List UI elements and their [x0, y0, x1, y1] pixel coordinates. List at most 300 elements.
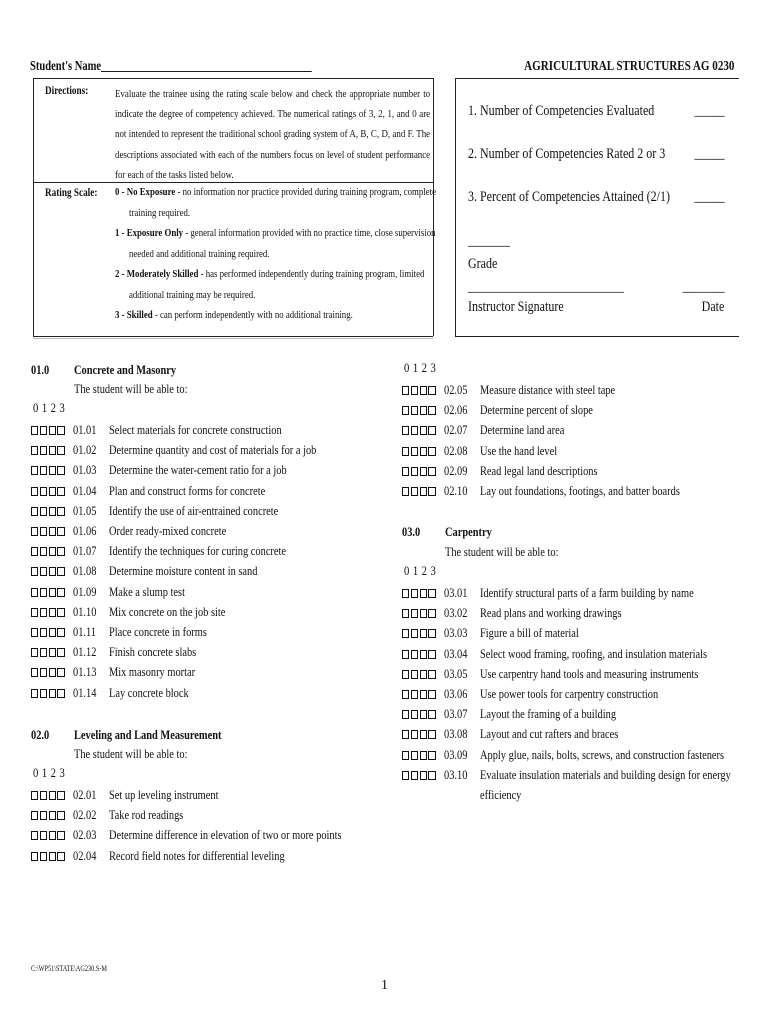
rating-checkbox-3[interactable] [428, 426, 435, 435]
rating-checkboxes [402, 467, 436, 476]
grade-label: Grade [468, 256, 498, 272]
rating-checkbox-0[interactable] [402, 406, 409, 415]
signature-label: Instructor Signature [468, 299, 564, 315]
competency-description: Determine percent of slope [480, 402, 593, 418]
competency-description: Identify the techniques for curing concrete [109, 543, 287, 559]
competency-code: 03.08 [444, 726, 468, 742]
rating-checkbox-3[interactable] [428, 670, 435, 679]
rating-checkboxes [402, 406, 436, 415]
competency-description: Figure a bill of material [480, 625, 579, 641]
rating-checkbox-1[interactable] [411, 629, 418, 638]
competency-code: 03.07 [444, 706, 468, 722]
rating-checkbox-2[interactable] [49, 648, 56, 657]
rating-checkbox-3[interactable] [428, 406, 435, 415]
rating-checkbox-0[interactable] [31, 466, 38, 475]
rating-checkbox-0[interactable] [402, 629, 409, 638]
rating-checkbox-1[interactable] [40, 527, 47, 536]
rating-checkbox-2[interactable] [420, 589, 427, 598]
competency-description: Mix masonry mortar [109, 664, 196, 680]
competency-description: Read plans and working drawings [480, 605, 622, 621]
rating-checkboxes [402, 710, 436, 719]
competency-description: Select materials for concrete construction [109, 422, 282, 437]
rating-3: 3 - Skilled - can perform independently with no additional training. [115, 309, 353, 321]
rating-checkbox-3[interactable] [428, 690, 435, 699]
competency-code: 01.14 [73, 684, 97, 700]
competency-description: Record field notes for differential leveling [109, 847, 285, 863]
rating-checkbox-3[interactable] [428, 730, 435, 739]
rating-checkboxes [31, 811, 65, 820]
rating-checkbox-3[interactable] [57, 791, 64, 800]
competency-code: 02.10 [444, 483, 468, 498]
rating-checkbox-2[interactable] [420, 487, 427, 496]
rating-checkboxes [31, 648, 65, 657]
rating-checkbox-3[interactable] [57, 648, 64, 657]
rating-checkbox-1[interactable] [40, 608, 47, 617]
rating-checkbox-1[interactable] [411, 710, 418, 719]
rating-checkbox-3[interactable] [57, 831, 64, 840]
rating-checkbox-2[interactable] [49, 791, 56, 800]
rating-checkbox-1[interactable] [411, 426, 418, 435]
rating-checkbox-3[interactable] [428, 650, 435, 659]
competency-description: Select wood framing, roofing, and insulation materials [480, 645, 708, 661]
rating-checkbox-1[interactable] [411, 751, 418, 760]
footer-file-path: C:\WP51\STATE\AG230.S-M [31, 964, 107, 973]
course-title: AGRICULTURAL STRUCTURES AG 0230 [523, 58, 734, 73]
competency-row [31, 664, 411, 684]
rating-checkboxes [402, 426, 436, 435]
date-field-line[interactable]: _______ [682, 279, 724, 295]
rating-checkbox-3[interactable] [57, 608, 64, 617]
competency-description: Take rod readings [109, 807, 184, 823]
rating-checkbox-1[interactable] [40, 689, 47, 698]
competency-description: Use the hand level [480, 442, 558, 458]
rating-checkbox-1[interactable] [40, 811, 47, 820]
rating-checkbox-0[interactable] [31, 608, 38, 617]
rating-checkbox-1[interactable] [40, 628, 47, 637]
rating-checkbox-1[interactable] [411, 589, 418, 598]
competency-code: 03.05 [444, 665, 468, 681]
page-number: 1 [381, 978, 388, 993]
summary-item-2: 2. Number of Competencies Rated 2 or 3 [468, 146, 666, 162]
rating-checkbox-1[interactable] [411, 690, 418, 699]
section-02-scale-header: 0 1 2 3 [33, 766, 66, 780]
rating-checkbox-2[interactable] [420, 386, 427, 395]
rating-checkbox-3[interactable] [428, 589, 435, 598]
competency-code: 01.04 [73, 482, 97, 498]
rating-checkbox-1[interactable] [40, 831, 47, 840]
rating-checkbox-3[interactable] [57, 507, 64, 516]
rating-checkbox-3[interactable] [428, 467, 435, 476]
rating-checkboxes [31, 487, 65, 496]
competency-code: 02.02 [73, 807, 97, 823]
rating-checkbox-3[interactable] [57, 852, 64, 861]
section-02-intro: The student will be able to: [74, 746, 188, 761]
rating-checkbox-0[interactable] [31, 811, 38, 820]
rating-checkboxes [402, 629, 436, 638]
directions-box-top-rule [33, 78, 433, 79]
section-number: 02.0 [31, 727, 50, 742]
section-01-scale-header: 0 1 2 3 [33, 401, 66, 415]
competency-code: 01.07 [73, 543, 97, 559]
rating-checkbox-0[interactable] [402, 751, 409, 760]
rating-checkbox-3[interactable] [428, 386, 435, 395]
competency-description: Identify structural parts of a farm building by name [480, 585, 694, 600]
rating-checkbox-0[interactable] [402, 690, 409, 699]
rating-checkbox-0[interactable] [31, 831, 38, 840]
rating-checkboxes [402, 751, 436, 760]
rating-checkbox-0[interactable] [402, 447, 409, 456]
competency-row [31, 624, 411, 644]
competency-description: Set up leveling instrument [109, 787, 219, 802]
competency-description: Plan and construct forms for concrete [109, 482, 266, 498]
competency-code: 03.01 [444, 585, 468, 600]
competency-description: Determine moisture content in sand [109, 563, 258, 579]
rating-checkbox-3[interactable] [428, 629, 435, 638]
rating-checkbox-2[interactable] [49, 811, 56, 820]
rating-checkbox-3[interactable] [57, 466, 64, 475]
section-02-cont-scale-header: 0 1 2 3 [404, 361, 437, 375]
competency-description: Identify the use of air-entrained concrete [109, 502, 279, 518]
rating-checkbox-3[interactable] [57, 567, 64, 576]
competency-code: 01.11 [73, 624, 97, 639]
directions-box-shadow-rule [33, 338, 433, 339]
rating-checkbox-0[interactable] [31, 588, 38, 597]
rating-checkboxes [31, 852, 65, 861]
rating-checkbox-2[interactable] [420, 609, 427, 618]
rating-checkbox-1[interactable] [40, 791, 47, 800]
rating-checkbox-0[interactable] [31, 668, 38, 677]
rating-checkbox-3[interactable] [57, 487, 64, 496]
competency-description: Finish concrete slabs [109, 644, 197, 660]
rating-checkbox-0[interactable] [402, 670, 409, 679]
rating-checkbox-1[interactable] [411, 609, 418, 618]
rating-checkbox-1[interactable] [40, 648, 47, 657]
rating-checkbox-0[interactable] [31, 567, 38, 576]
competency-row [31, 543, 411, 563]
rating-checkbox-3[interactable] [57, 668, 64, 677]
rating-checkbox-1[interactable] [40, 547, 47, 556]
rating-checkbox-3[interactable] [57, 689, 64, 698]
rating-checkboxes [402, 670, 436, 679]
competency-row [402, 747, 762, 767]
rating-checkbox-3[interactable] [57, 446, 64, 455]
rating-checkbox-3[interactable] [428, 487, 435, 496]
rating-0-cont: training required. [129, 207, 191, 219]
rating-checkbox-2[interactable] [49, 689, 56, 698]
section-03-scale-header: 0 1 2 3 [404, 564, 437, 578]
rating-checkbox-1[interactable] [411, 650, 418, 659]
rating-checkbox-3[interactable] [57, 628, 64, 637]
rating-checkbox-3[interactable] [57, 547, 64, 556]
rating-checkbox-1[interactable] [411, 386, 418, 395]
rating-checkbox-2[interactable] [420, 751, 427, 760]
rating-checkboxes [402, 386, 436, 395]
rating-checkboxes [402, 771, 436, 780]
competency-row [31, 584, 411, 604]
rating-checkbox-0[interactable] [31, 527, 38, 536]
signature-field-line[interactable]: __________________________ [468, 279, 624, 295]
rating-checkbox-2[interactable] [49, 567, 56, 576]
rating-checkboxes [31, 791, 65, 800]
rating-checkbox-0[interactable] [402, 467, 409, 476]
competency-row [402, 646, 762, 666]
rating-checkbox-1[interactable] [411, 771, 418, 780]
rating-checkbox-1[interactable] [40, 668, 47, 677]
rating-checkbox-2[interactable] [420, 730, 427, 739]
competency-description: Read legal land descriptions [480, 462, 598, 478]
competency-description: Determine difference in elevation of two or more points [109, 827, 342, 843]
summary-item-3: 3. Percent of Competencies Attained (2/1) [468, 189, 670, 205]
competency-description: Use power tools for carpentry construction [480, 686, 659, 701]
competency-code: 01.01 [73, 422, 97, 437]
rating-checkbox-2[interactable] [49, 628, 56, 637]
rating-checkboxes [31, 547, 65, 556]
rating-checkbox-3[interactable] [57, 527, 64, 536]
rating-checkboxes [31, 588, 65, 597]
competency-description: Layout the framing of a building [480, 706, 617, 722]
rating-checkbox-2[interactable] [49, 446, 56, 455]
rating-1-cont: needed and additional training required. [129, 248, 270, 260]
competency-description: Make a slump test [109, 583, 185, 599]
rating-checkbox-2[interactable] [420, 406, 427, 415]
rating-checkboxes [402, 487, 436, 496]
student-name-label: Student's Name________________________________________ [30, 58, 312, 73]
rating-checkbox-0[interactable] [31, 507, 38, 516]
competency-code: 02.06 [444, 402, 468, 418]
competency-description: Measure distance with steel tape [480, 382, 616, 397]
grade-field-line[interactable]: _______ [468, 233, 510, 249]
rating-checkbox-3[interactable] [428, 609, 435, 618]
competency-description: Place concrete in forms [109, 624, 207, 639]
competency-row [402, 706, 762, 726]
section-title: Concrete and Masonry [74, 362, 177, 377]
directions-box-right-rule [433, 78, 434, 336]
rating-checkbox-1[interactable] [411, 487, 418, 496]
rating-checkboxes [31, 831, 65, 840]
rating-checkbox-3[interactable] [428, 710, 435, 719]
competency-description: Layout and cut rafters and braces [480, 726, 619, 742]
rating-checkbox-0[interactable] [31, 426, 38, 435]
competency-code: 01.08 [73, 563, 97, 579]
rating-checkbox-1[interactable] [40, 507, 47, 516]
competency-description: Apply glue, nails, bolts, screws, and construction fasteners [480, 746, 725, 762]
rating-checkbox-2[interactable] [420, 629, 427, 638]
rating-checkbox-0[interactable] [31, 446, 38, 455]
rating-checkbox-0[interactable] [31, 628, 38, 637]
rating-checkboxes [31, 507, 65, 516]
rating-1: 1 - Exposure Only - general information provided with no practice time, close supervision [115, 227, 436, 239]
summary-blank-1[interactable]: _____ [694, 103, 724, 119]
competency-code: 01.06 [73, 523, 97, 538]
rating-checkboxes [31, 527, 65, 536]
rating-checkbox-0[interactable] [402, 386, 409, 395]
summary-blank-3[interactable]: _____ [694, 189, 724, 205]
rating-checkbox-1[interactable] [411, 447, 418, 456]
rating-checkbox-2[interactable] [420, 447, 427, 456]
rating-checkboxes [402, 650, 436, 659]
competency-description: Lay out foundations, footings, and batter boards [480, 483, 680, 498]
rating-checkboxes [402, 730, 436, 739]
rating-checkbox-1[interactable] [411, 467, 418, 476]
rating-checkbox-2[interactable] [49, 852, 56, 861]
rating-checkbox-0[interactable] [402, 609, 409, 618]
competency-code: 01.13 [73, 664, 97, 680]
rating-checkboxes [31, 689, 65, 698]
rating-checkboxes [402, 690, 436, 699]
competency-code: 02.01 [73, 787, 97, 802]
competency-row [402, 625, 762, 645]
competency-code: 03.09 [444, 746, 468, 762]
rating-checkbox-2[interactable] [49, 426, 56, 435]
rating-checkbox-1[interactable] [40, 487, 47, 496]
competency-code: 02.09 [444, 462, 468, 478]
rating-checkbox-3[interactable] [428, 771, 435, 780]
rating-checkbox-2[interactable] [49, 466, 56, 475]
rating-checkbox-2[interactable] [49, 588, 56, 597]
competency-code: 03.10 [444, 766, 468, 782]
competency-code: 03.02 [444, 605, 468, 621]
rating-checkbox-2[interactable] [420, 650, 427, 659]
competency-code: 02.07 [444, 422, 468, 438]
rating-checkbox-3[interactable] [57, 811, 64, 820]
section-number: 01.0 [31, 362, 50, 377]
competency-description-continued: efficiency [480, 787, 522, 802]
competency-code: 01.05 [73, 502, 97, 518]
competency-row [31, 503, 411, 523]
competency-description: Determine the water-cement ratio for a job [109, 462, 287, 478]
rating-checkbox-2[interactable] [420, 690, 427, 699]
competency-code: 02.04 [73, 847, 97, 863]
rating-checkbox-0[interactable] [31, 547, 38, 556]
competency-row [31, 787, 411, 807]
rating-checkbox-2[interactable] [420, 710, 427, 719]
rating-checkbox-0[interactable] [402, 730, 409, 739]
competency-row [402, 726, 762, 746]
competency-code: 03.03 [444, 625, 468, 641]
rating-checkbox-2[interactable] [420, 426, 427, 435]
rating-checkbox-2[interactable] [49, 507, 56, 516]
rating-checkbox-2[interactable] [420, 467, 427, 476]
competency-row [402, 605, 762, 625]
rating-checkboxes [402, 589, 436, 598]
competency-description: Determine land area [480, 422, 565, 438]
competency-row [402, 382, 762, 402]
competency-code: 01.09 [73, 583, 97, 599]
rating-checkbox-1[interactable] [40, 588, 47, 597]
date-label: Date [701, 299, 724, 315]
competency-row [31, 848, 411, 868]
competency-row [402, 443, 762, 463]
competency-row [31, 442, 411, 462]
competency-row [402, 402, 762, 422]
competency-row [31, 807, 411, 827]
summary-blank-2[interactable]: _____ [694, 146, 724, 162]
rating-2-cont: additional training may be required. [129, 289, 256, 301]
competency-description: Mix concrete on the job site [109, 603, 226, 619]
rating-checkbox-3[interactable] [57, 426, 64, 435]
rating-checkbox-1[interactable] [40, 446, 47, 455]
rating-scale-label: Rating Scale: [45, 187, 98, 199]
competency-description: Use carpentry hand tools and measuring instruments [480, 665, 699, 681]
rating-2: 2 - Moderately Skilled - has performed independently during training program, limited [115, 268, 425, 280]
rating-checkbox-2[interactable] [49, 487, 56, 496]
summary-item-1: 1. Number of Competencies Evaluated [468, 103, 655, 119]
rating-checkbox-0[interactable] [402, 710, 409, 719]
rating-checkbox-0[interactable] [402, 589, 409, 598]
rating-checkbox-2[interactable] [49, 527, 56, 536]
rating-checkbox-0[interactable] [31, 852, 38, 861]
rating-checkbox-0[interactable] [402, 650, 409, 659]
section-title: Leveling and Land Measurement [74, 727, 222, 742]
rating-checkbox-3[interactable] [428, 751, 435, 760]
rating-checkbox-0[interactable] [31, 689, 38, 698]
rating-checkbox-2[interactable] [49, 547, 56, 556]
rating-0: 0 - No Exposure - no information nor practice provided during training program, complete [115, 186, 436, 198]
competency-description: Determine quantity and cost of materials for a job [109, 442, 317, 458]
rating-checkbox-3[interactable] [57, 588, 64, 597]
competency-code: 01.02 [73, 442, 97, 458]
competency-row [31, 604, 411, 624]
rating-checkbox-1[interactable] [40, 426, 47, 435]
rating-checkbox-1[interactable] [40, 852, 47, 861]
rating-checkbox-0[interactable] [31, 487, 38, 496]
rating-checkbox-1[interactable] [40, 466, 47, 475]
competency-code: 03.04 [444, 645, 468, 661]
rating-checkbox-1[interactable] [40, 567, 47, 576]
directions-box-bottom-rule [33, 336, 433, 337]
competency-row [31, 644, 411, 664]
rating-checkbox-2[interactable] [49, 831, 56, 840]
competency-row [31, 483, 411, 503]
competency-code: 03.06 [444, 686, 468, 701]
rating-checkboxes [31, 668, 65, 677]
rating-checkboxes [31, 446, 65, 455]
rating-checkboxes [402, 447, 436, 456]
rating-checkbox-1[interactable] [411, 406, 418, 415]
competency-row [31, 462, 411, 482]
rating-checkbox-2[interactable] [49, 608, 56, 617]
competency-row [31, 685, 411, 705]
competency-row [402, 686, 762, 706]
directions-box-left-rule [33, 78, 34, 336]
competency-code: 01.12 [73, 644, 97, 660]
competency-row [31, 523, 411, 543]
rating-checkbox-0[interactable] [402, 426, 409, 435]
directions-text: Evaluate the trainee using the rating scale below and check the appropriate number to indicate the degree of competency achieved. The numerical ratings of 3, 2, 1, and 0 are not intended to represent the traditional school grading system of A, B, C, D, and F. The descriptions associated with each of the numbers focus on level of student performance for each of the tasks listed below. [115, 88, 431, 181]
rating-checkbox-1[interactable] [411, 730, 418, 739]
rating-checkbox-0[interactable] [31, 791, 38, 800]
rating-checkboxes [31, 628, 65, 637]
rating-checkboxes [31, 426, 65, 435]
rating-checkbox-2[interactable] [420, 670, 427, 679]
rating-checkboxes [31, 567, 65, 576]
competency-row [402, 463, 762, 483]
competency-row [402, 767, 762, 787]
rating-checkbox-0[interactable] [402, 771, 409, 780]
rating-checkbox-3[interactable] [428, 447, 435, 456]
rating-checkbox-1[interactable] [411, 670, 418, 679]
competency-description: Order ready-mixed concrete [109, 523, 227, 538]
competency-code: 02.05 [444, 382, 468, 397]
rating-checkbox-2[interactable] [49, 668, 56, 677]
competency-code: 02.08 [444, 442, 468, 458]
rating-checkbox-0[interactable] [31, 648, 38, 657]
competency-row [31, 422, 411, 442]
rating-checkbox-0[interactable] [402, 487, 409, 496]
rating-checkbox-2[interactable] [420, 771, 427, 780]
section-01-intro: The student will be able to: [74, 381, 188, 396]
section-number: 03.0 [402, 524, 421, 539]
